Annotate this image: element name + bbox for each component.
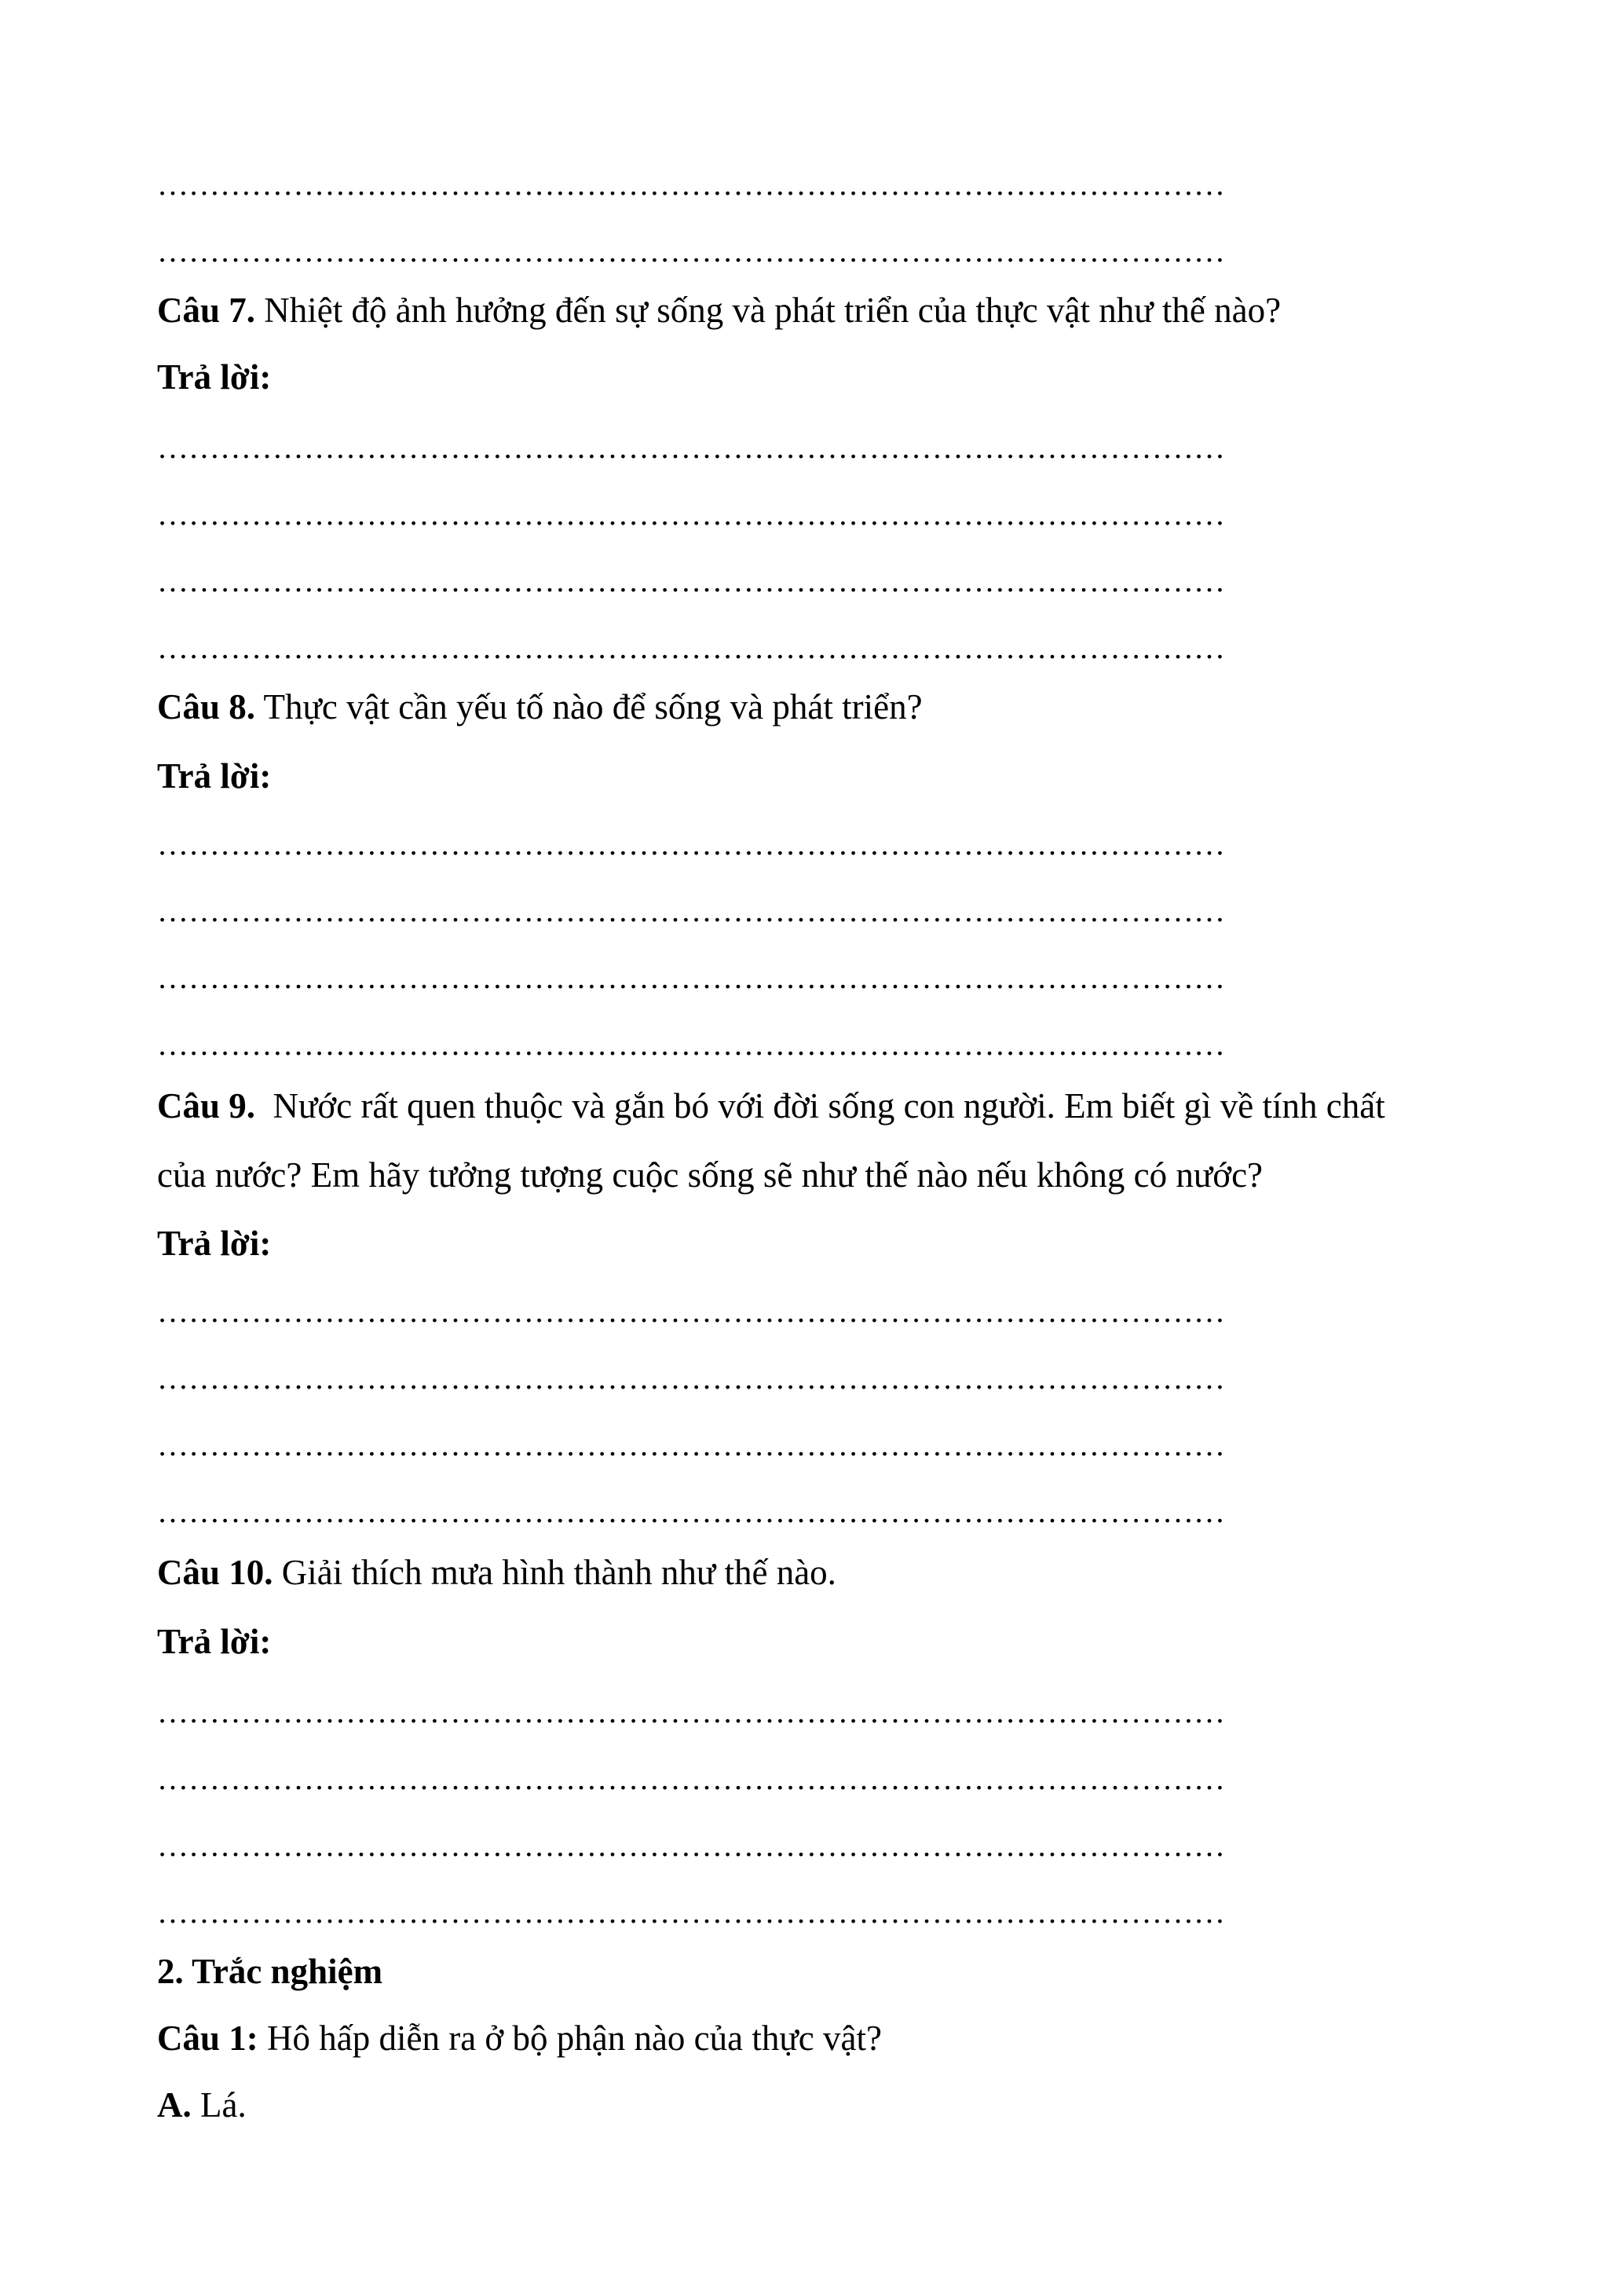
option-a-label: A. xyxy=(157,2085,192,2125)
answer-dot-line: ………………………………………………………………………………………… xyxy=(157,1027,1225,1062)
question-8-text: Thực vật cần yếu tố nào để sống và phát triển? xyxy=(255,687,923,727)
answer-dot-line: ………………………………………………………………………………………… xyxy=(157,630,1225,665)
answer-dot-line: ………………………………………………………………………………………… xyxy=(157,1828,1225,1863)
answer-label: Trả lời: xyxy=(157,357,272,397)
question-8-label: Câu 8. xyxy=(157,687,256,727)
question-9-continued: của nước? Em hãy tưởng tượng cuộc sống sẽ như thế nào nếu không có nước? xyxy=(157,1155,1264,1195)
answer-dot-line: ………………………………………………………………………………………… xyxy=(157,1494,1225,1529)
answer-dot-line: ………………………………………………………………………………………… xyxy=(157,1360,1225,1396)
answer-label: Trả lời: xyxy=(157,756,272,796)
answer-label: Trả lời: xyxy=(157,1224,272,1263)
answer-dot-line: ………………………………………………………………………………………… xyxy=(157,563,1225,598)
mc-question-1 xyxy=(157,2015,882,2062)
answer-dot-line: ………………………………………………………………………………………… xyxy=(157,233,1225,269)
question-7-text: Nhiệt độ ảnh hưởng đến sự sống và phát triển của thực vật như thế nào? xyxy=(255,291,1282,330)
answer-dot-line: ………………………………………………………………………………………… xyxy=(157,1294,1225,1329)
question-7 xyxy=(157,287,1281,334)
answer-label: Trả lời: xyxy=(157,1622,272,1661)
option-a xyxy=(157,2081,247,2128)
option-a-text: Lá. xyxy=(191,2085,247,2125)
answer-dot-line: ………………………………………………………………………………………… xyxy=(157,1894,1225,1930)
question-10 xyxy=(157,1549,836,1596)
question-9-text: Nước rất quen thuộc và gắn bó với đời sống con người. Em biết gì về tính chất xyxy=(255,1086,1385,1126)
answer-dot-line: ………………………………………………………………………………………… xyxy=(157,960,1225,995)
question-10-text: Giải thích mưa hình thành như thế nào. xyxy=(272,1553,836,1592)
answer-dot-line: ………………………………………………………………………………………… xyxy=(157,496,1225,532)
answer-dot-line: ………………………………………………………………………………………… xyxy=(157,893,1225,928)
answer-dot-line: ………………………………………………………………………………………… xyxy=(157,1427,1225,1462)
answer-dot-line: ………………………………………………………………………………………… xyxy=(157,826,1225,862)
answer-dot-line: ………………………………………………………………………………………… xyxy=(157,1694,1225,1729)
answer-dot-line: ………………………………………………………………………………………… xyxy=(157,1761,1225,1796)
mc-question-1-label: Câu 1: xyxy=(157,2019,258,2058)
section-heading: 2. Trắc nghiệm xyxy=(157,1952,383,1991)
question-9-label: Câu 9. xyxy=(157,1086,256,1126)
mc-question-1-text: Hô hấp diễn ra ở bộ phận nào của thực vật? xyxy=(258,2019,882,2058)
question-10-label: Câu 10. xyxy=(157,1553,273,1592)
answer-dot-line: ………………………………………………………………………………………… xyxy=(157,430,1225,465)
question-7-label: Câu 7. xyxy=(157,291,256,330)
question-9 xyxy=(157,1082,1385,1129)
question-8 xyxy=(157,683,923,730)
answer-dot-line: ………………………………………………………………………………………… xyxy=(157,167,1225,202)
